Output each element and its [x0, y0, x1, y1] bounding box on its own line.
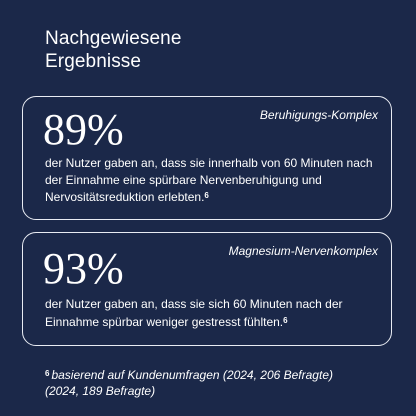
product-name: Beruhigungs-Komplex — [259, 108, 378, 122]
footnote-marker: 6 — [204, 191, 209, 200]
result-description — [45, 296, 385, 330]
product-name: Magnesium-Nervenkomplex — [228, 244, 378, 258]
footnote-line-2: (2024, 189 Befragte) — [45, 384, 156, 398]
result-description-text: der Nutzer gaben an, dass sie sich 60 Minuten nach der Einnahme spürbar weniger gestresst fühlten. — [45, 297, 343, 329]
result-description — [45, 155, 385, 206]
result-card-calming-complex — [22, 96, 392, 220]
result-percentage: 93% — [43, 244, 124, 293]
section-heading-line-1: Nachgewiesene — [45, 28, 182, 49]
result-percentage: 89% — [43, 105, 124, 154]
section-heading — [45, 27, 345, 73]
survey-footnote — [45, 366, 333, 399]
footnote-marker: 6 — [45, 369, 50, 378]
result-description-text: der Nutzer gaben an, dass sie innerhalb von 60 Minuten nach der Einnahme eine spürbare Nervenberuhigung und Nervositätsreduktion erlebten. — [45, 156, 373, 204]
footnote-marker: 6 — [283, 315, 288, 325]
footnote-line-1: basierend auf Kundenumfragen (2024, 206 Befragte) — [51, 368, 333, 382]
section-heading-line-2: Ergebnisse — [45, 51, 142, 72]
result-card-magnesium-complex — [22, 232, 392, 346]
